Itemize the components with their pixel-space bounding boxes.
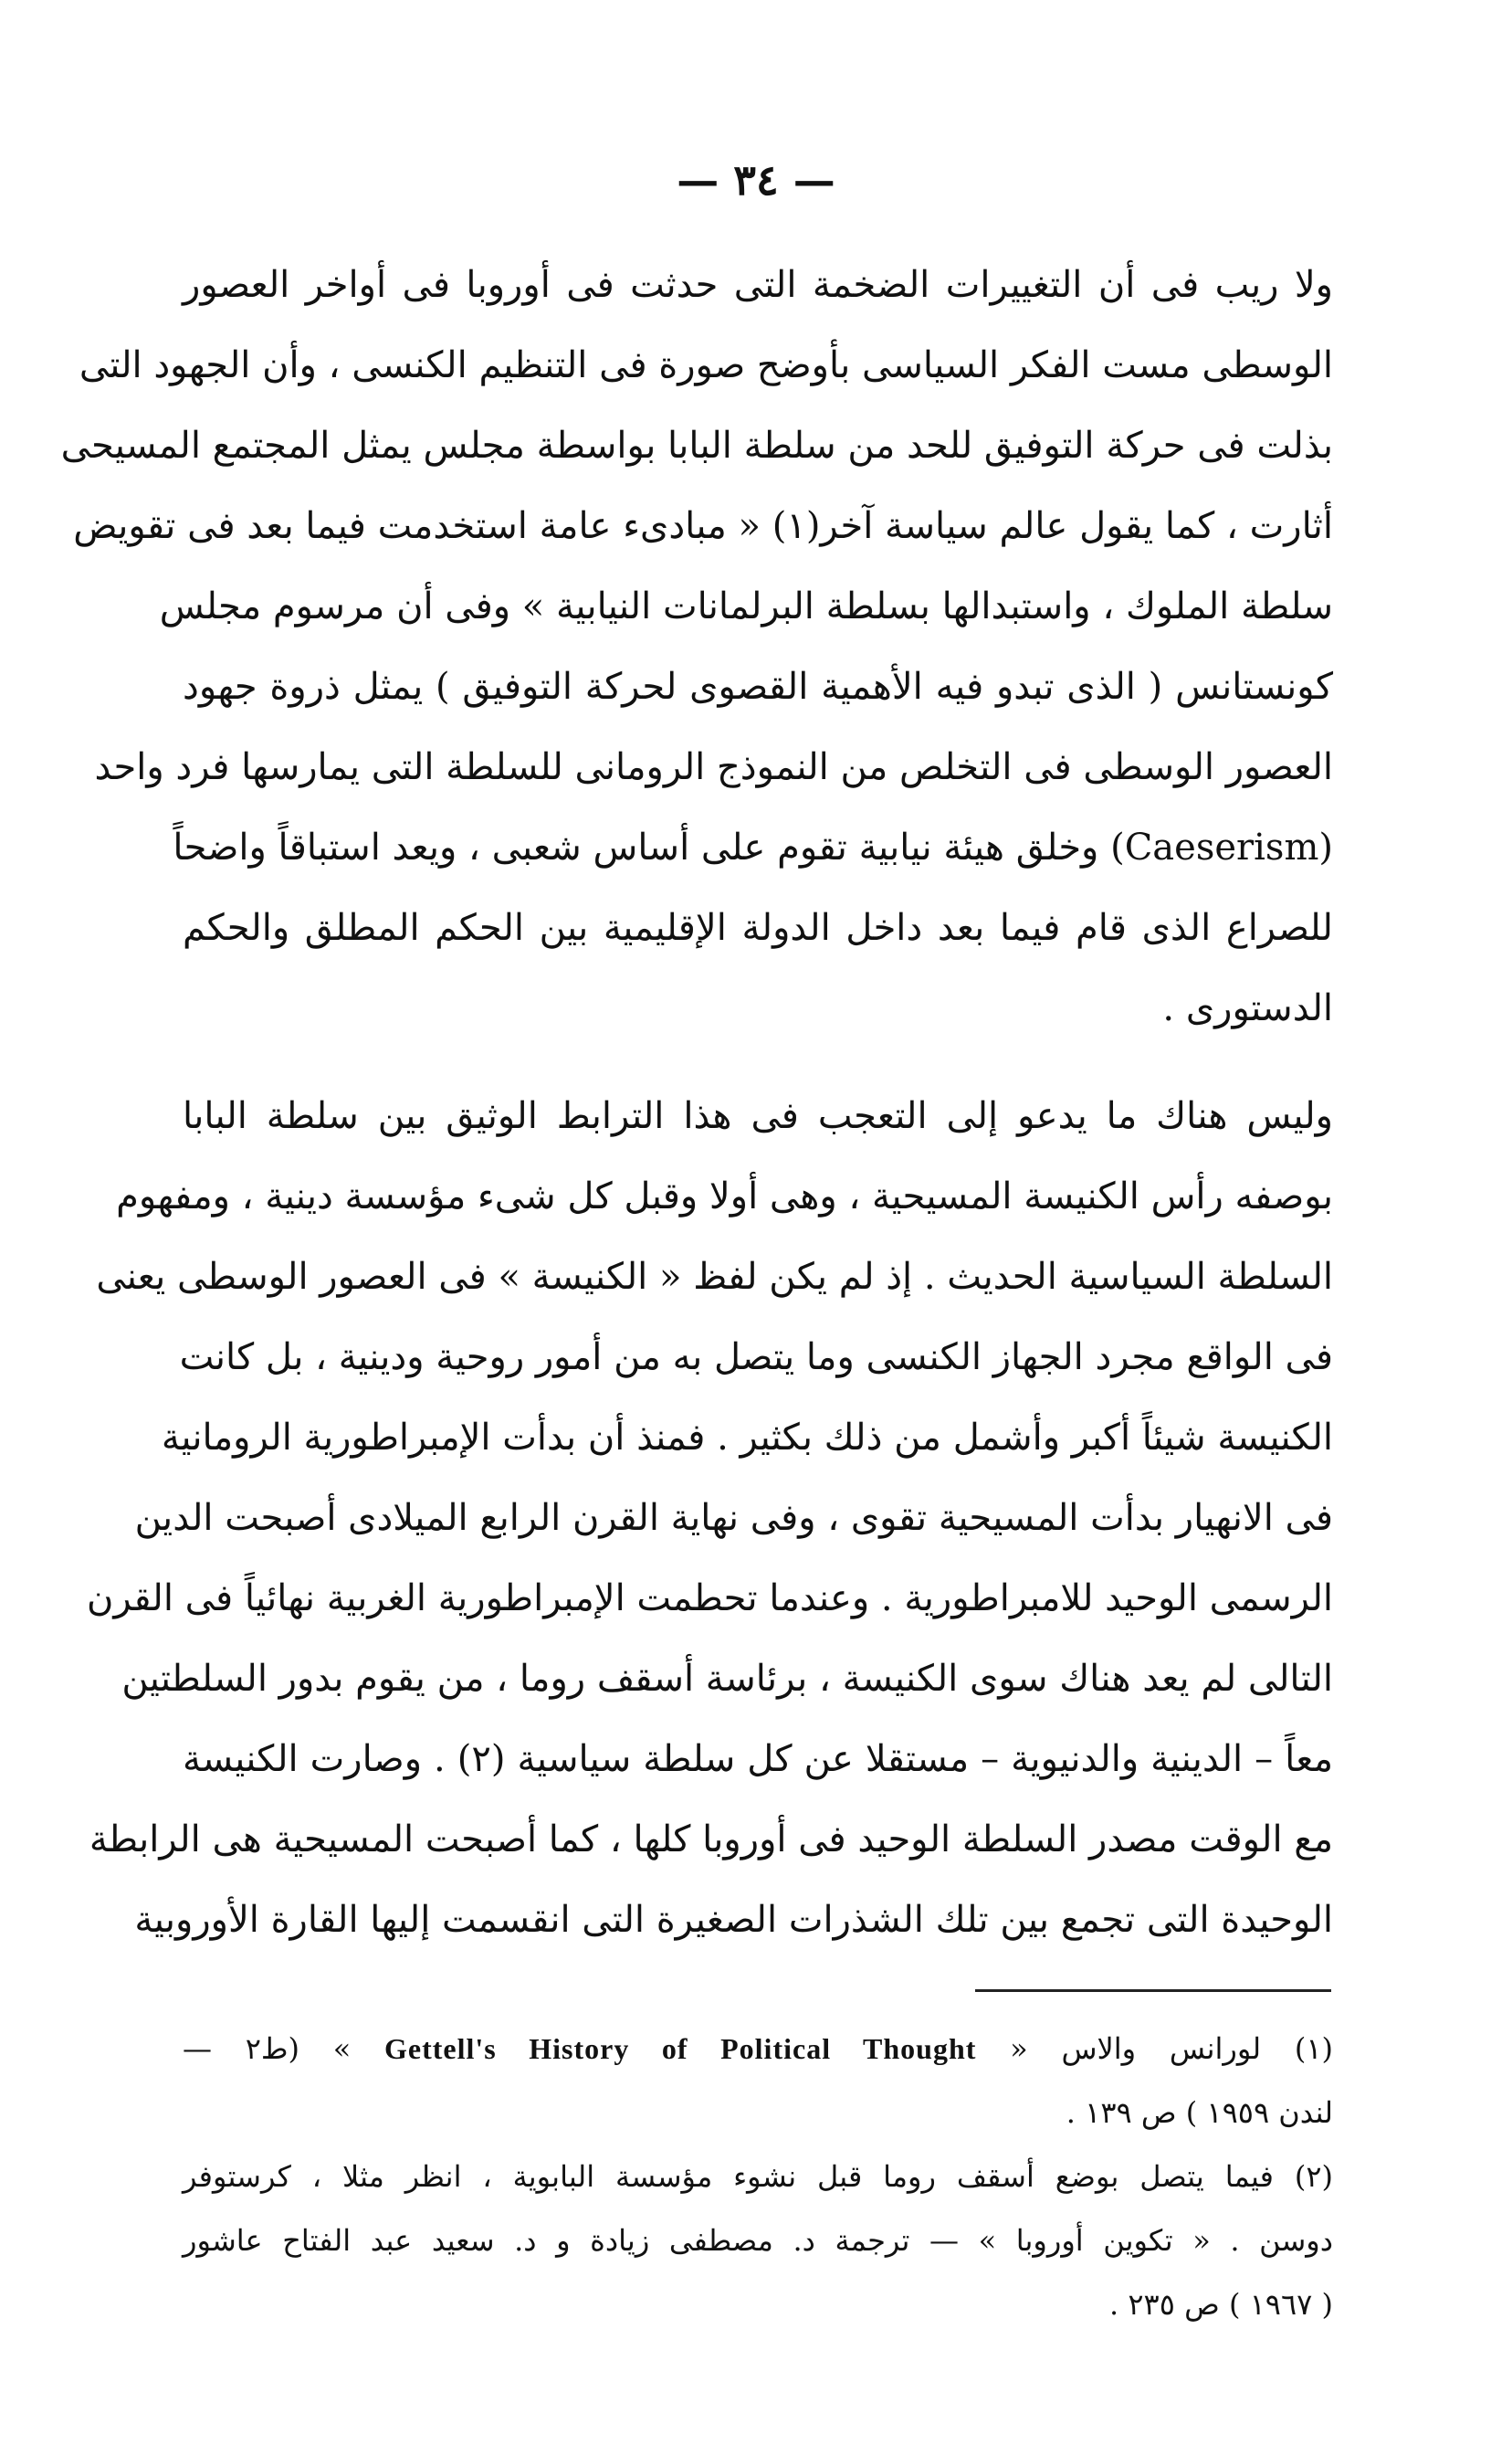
paragraph-line: للصراع الذى قام فيما بعد داخل الدولة الإقليمية بين الحكم المطلق والحكم — [183, 907, 1333, 949]
paragraph-line: الدستورى . — [1162, 987, 1333, 1029]
footnote-1-prefix: (١) لورانس والاس « — [1010, 2031, 1334, 2066]
paragraph-line: بذلت فى حركة التوفيق للحد من سلطة البابا بواسطة مجلس يمثل المجتمع المسيحى — [60, 425, 1333, 467]
paragraph-line: التالى لم يعد هناك سوى الكنيسة ، برئاسة أسقف روما ، من يقوم بدور السلطتين — [121, 1658, 1333, 1700]
paragraph-line: وليس هناك ما يدعو إلى التعجب فى هذا الترابط الوثيق بين سلطة البابا — [183, 1095, 1333, 1137]
page-number: — ٣٤ — — [677, 155, 835, 205]
paragraph-2 — [86, 1076, 1333, 1960]
paragraph-line: كونستانس ( الذى تبدو فيه الأهمية القصوى لحركة التوفيق ) يمثل ذروة جهود — [183, 666, 1333, 708]
paragraph-line: السلطة السياسية الحديث . إذ لم يكن لفظ « الكنيسة » فى العصور الوسطى يعنى — [96, 1256, 1333, 1298]
paragraph-line: (Caeserism) وخلق هيئة نيابية تقوم على أساس شعبى ، ويعد استباقاً واضحاً — [173, 827, 1333, 869]
footnotes — [183, 2017, 1333, 2336]
paragraph-line: مع الوقت مصدر السلطة الوحيد فى أوروبا كلها ، كما أصبحت المسيحية هى الرابطة — [89, 1818, 1333, 1860]
paragraph-line: فى الانهيار بدأت المسيحية تقوى ، وفى نهاية القرن الرابع الميلادى أصبحت الدين — [134, 1497, 1333, 1539]
footnote-2-line: دوسن . « تكوين أوروبا » — ترجمة د. مصطفى زيادة و د. سعيد عبد الفتاح عاشور — [183, 2223, 1333, 2258]
footnote-divider — [975, 1989, 1331, 1992]
paragraph-line: معاً – الدينية والدنيوية – مستقلا عن كل سلطة سياسية (٢) . وصارت الكنيسة — [183, 1738, 1333, 1780]
paragraph-line: الوسطى مست الفكر السياسى بأوضح صورة فى التنظيم الكنسى ، وأن الجهود التى — [79, 344, 1333, 386]
footnote-1-line-2: لندن ١٩٥٩ ) ص ١٣٩ . — [1066, 2095, 1333, 2130]
paragraph-line: العصور الوسطى فى التخلص من النموذج الرومانى للسلطة التى يمارسها فرد واحد — [94, 746, 1333, 788]
paragraph-line: الرسمى الوحيد للامبراطورية . وعندما تحطمت الإمبراطورية الغربية نهائياً فى القرن — [86, 1577, 1333, 1619]
paragraph-line: أثارت ، كما يقول عالم سياسة آخر(١) « مبادىء عامة استخدمت فيما بعد فى تقويض — [73, 505, 1333, 547]
paragraph-line: بوصفه رأس الكنيسة المسيحية ، وهى أولا وقبل كل شىء مؤسسة دينية ، ومفهوم — [116, 1175, 1333, 1217]
footnote-1-line-1 — [183, 2017, 1333, 2081]
paragraph-line: الكنيسة شيئاً أكبر وأشمل من ذلك بكثير . فمنذ أن بدأت الإمبراطورية الرومانية — [161, 1417, 1333, 1459]
footnote-1-suffix: » (ط٢ — — [183, 2031, 352, 2066]
paragraph-line: ولا ريب فى أن التغييرات الضخمة التى حدثت فى أوروبا فى أواخر العصور — [183, 264, 1333, 306]
paragraph-line: الوحيدة التى تجمع بين تلك الشذرات الصغيرة التى انقسمت إليها القارة الأوروبية — [134, 1899, 1333, 1941]
paragraph-line: سلطة الملوك ، واستبدالها بسلطة البرلمانات النيابية » وفى أن مرسوم مجلس — [159, 585, 1333, 627]
footnote-2-line: ( ١٩٦٧ ) ص ٢٣٥ . — [1109, 2287, 1333, 2322]
footnote-2-line: (٢) فيما يتصل بوضع أسقف روما قبل نشوء مؤسسة البابوية ، انظر مثلا ، كرستوفر — [183, 2159, 1333, 2194]
footnote-1-book-title: Gettell's History of Political Thought — [384, 2032, 977, 2065]
paragraph-line: فى الواقع مجرد الجهاز الكنسى وما يتصل به من أمور روحية ودينية ، بل كانت — [179, 1336, 1333, 1378]
paragraph-1 — [60, 245, 1333, 1049]
